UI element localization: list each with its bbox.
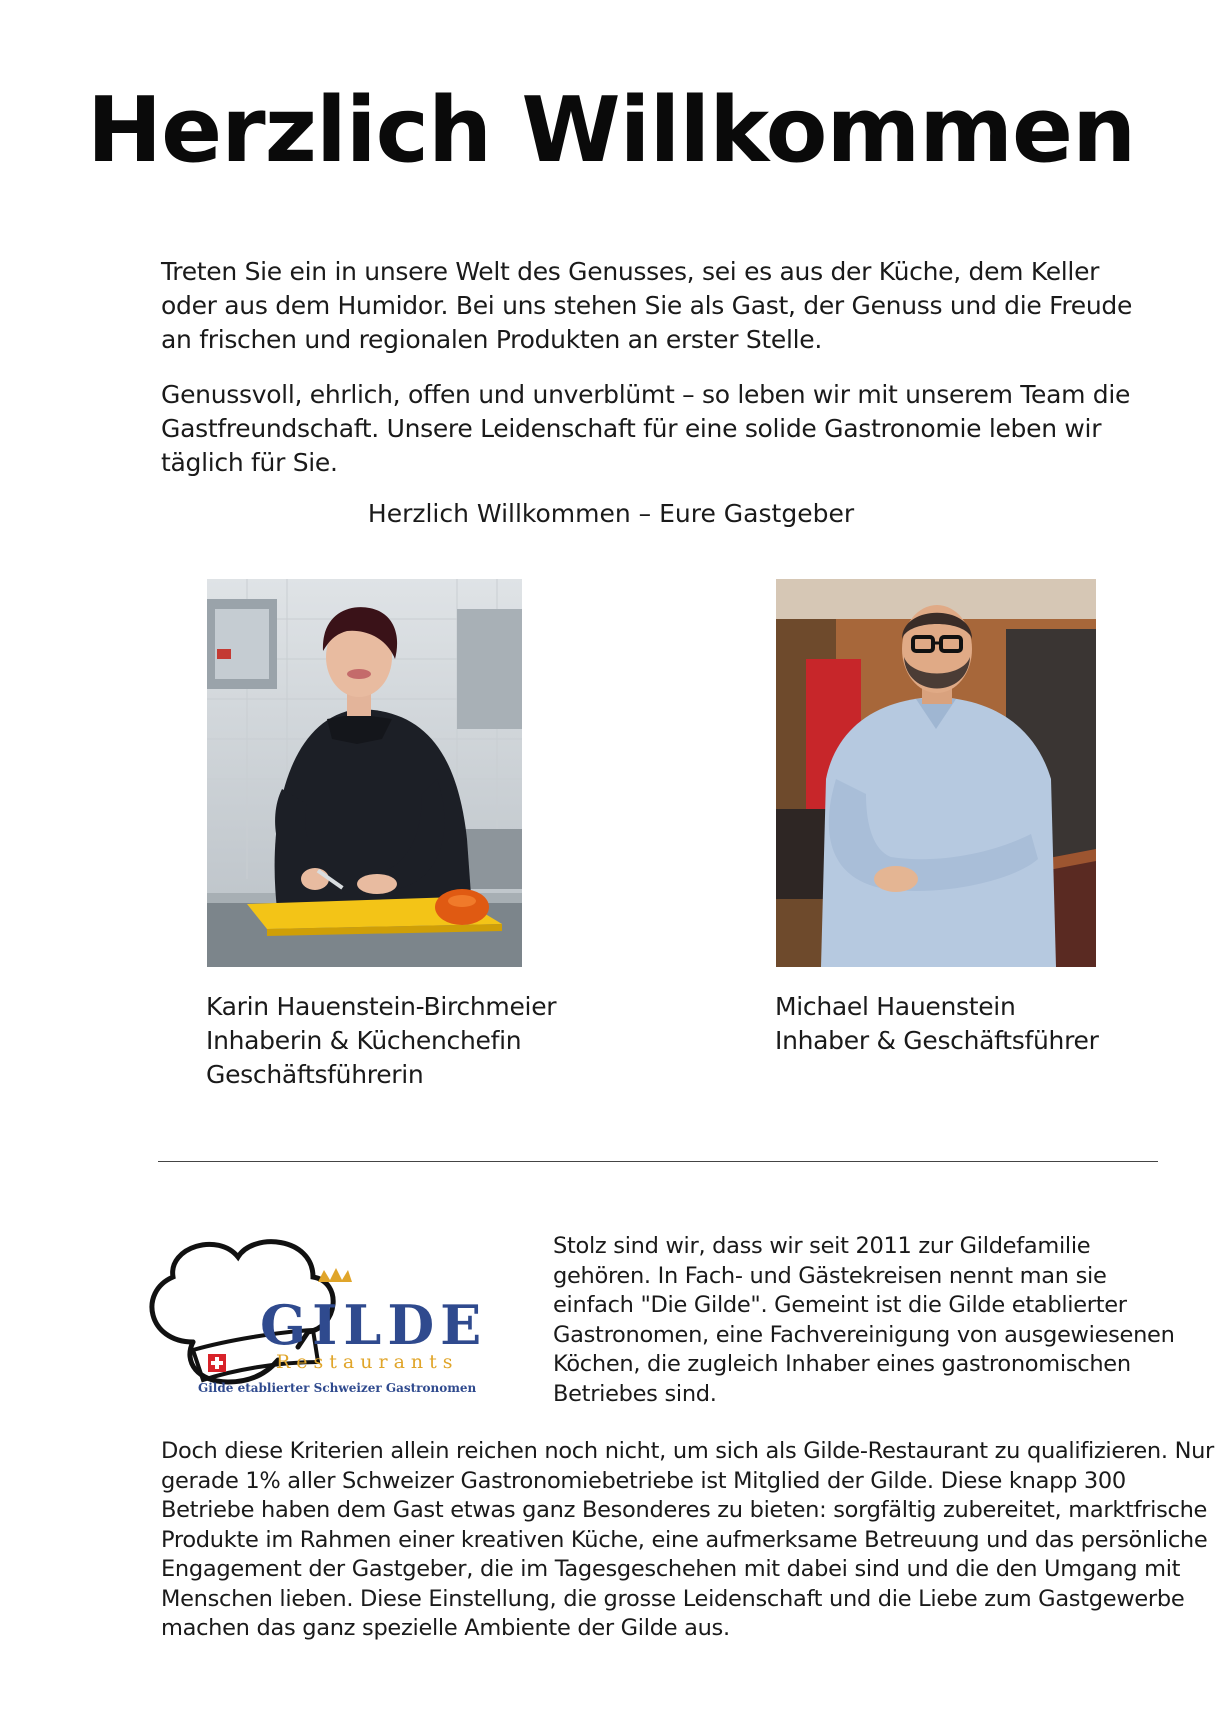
- gilde-line: Betriebes sind.: [553, 1380, 717, 1407]
- closing-line: Betriebe haben dem Gast etwas ganz Besonderes zu bieten: sorgfältig zubereitet, marktfrische: [161, 1497, 1208, 1523]
- closing-paragraph: [161, 1437, 1215, 1644]
- gilde-line: Stolz sind wir, dass wir seit 2011 zur Gildefamilie: [553, 1233, 1091, 1259]
- logo-subtitle: Restaurants: [276, 1351, 459, 1373]
- closing-line: Menschen lieben. Diese Einstellung, die grosse Leidenschaft und die Liebe zum Gastgewerbe: [161, 1585, 1185, 1612]
- host-name: Michael Hauenstein: [775, 992, 1016, 1021]
- logo-tagline: Gilde etablierter Schweizer Gastronomen: [198, 1381, 477, 1395]
- host-role: Geschäftsführerin: [206, 1060, 424, 1089]
- owner-portrait-image: [776, 579, 1096, 967]
- host-caption-michael: [775, 990, 1195, 1058]
- logo-wordmark: GILDE: [260, 1293, 488, 1357]
- gilde-logo: [138, 1232, 518, 1400]
- host-role: Inhaber & Geschäftsführer: [775, 1026, 1099, 1055]
- gilde-line: einfach "Die Gilde". Gemeint ist die Gilde etablierter: [553, 1292, 1127, 1318]
- host-photo-michael: [776, 579, 1096, 967]
- gilde-line: gehören. In Fach- und Gästekreisen nennt man sie: [553, 1262, 1107, 1289]
- intro-paragraph-2: Genussvoll, ehrlich, offen und unverblümt – so leben wir mit unserem Team die Gastfreundschaft. Unsere Leidenschaft für eine solide Gastronomie leben wir täglich für Sie.: [161, 380, 1131, 477]
- crown-icon: [318, 1268, 352, 1282]
- gilde-paragraph: [553, 1232, 1175, 1409]
- page-title: Herzlich Willkommen: [86, 78, 1136, 183]
- host-role: Inhaberin & Küchenchefin: [206, 1026, 522, 1055]
- chef-portrait-image: [207, 579, 522, 967]
- host-name: Karin Hauenstein-Birchmeier: [206, 992, 557, 1021]
- gilde-line: Köchen, die zugleich Inhaber eines gastronomischen: [553, 1351, 1131, 1377]
- intro-paragraph-1: Treten Sie ein in unsere Welt des Genusses, sei es aus der Küche, dem Keller oder aus dem Humidor. Bei uns stehen Sie als Gast, der Genuss und die Freude an frischen und regionalen Produkten an erster Stelle.: [161, 257, 1133, 354]
- host-caption-karin: [206, 990, 626, 1092]
- closing-line: gerade 1% aller Schweizer Gastronomiebetriebe ist Mitglied der Gilde. Diese knapp 300: [161, 1467, 1126, 1494]
- chef-hat-logo-icon: [138, 1232, 518, 1400]
- closing-line: Doch diese Kriterien allein reichen noch nicht, um sich als Gilde-Restaurant zu qualifizieren. Nur: [161, 1438, 1215, 1464]
- section-divider: [158, 1161, 1158, 1162]
- gilde-line: Gastronomen, eine Fachvereinigung von ausgewiesenen: [553, 1321, 1175, 1348]
- closing-line: Engagement der Gastgeber, die im Tagesgeschehen mit dabei sind und die den Umgang mit: [161, 1556, 1181, 1582]
- greeting-line: Herzlich Willkommen – Eure Gastgeber: [367, 499, 855, 528]
- closing-line: machen das ganz spezielle Ambiente der Gilde aus.: [161, 1615, 730, 1641]
- closing-line: Produkte im Rahmen einer kreativen Küche, eine aufmerksame Betreuung und das persönliche: [161, 1526, 1208, 1553]
- host-photo-karin: [207, 579, 522, 967]
